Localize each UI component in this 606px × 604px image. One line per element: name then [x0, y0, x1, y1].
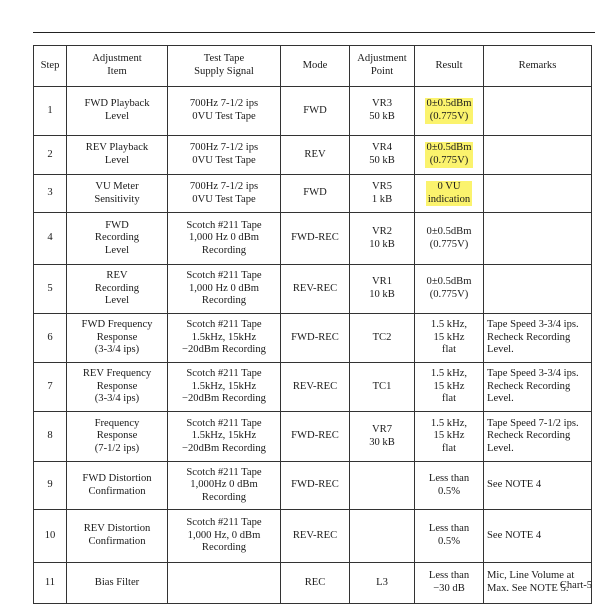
- chart-label: Chart-5: [559, 580, 592, 591]
- step-cell: 11: [34, 563, 67, 604]
- signal-cell: 700Hz 7-1/2 ips 0VU Test Tape: [168, 136, 281, 175]
- table-row: [34, 87, 592, 136]
- header-row: [34, 46, 592, 87]
- signal-cell: Scotch #211 Tape 1,000 Hz 0 dBm Recording: [168, 213, 281, 265]
- point-cell: VR4 50 kB: [350, 136, 415, 175]
- table-row: [34, 462, 592, 510]
- point-cell: [350, 462, 415, 510]
- result-cell: 0±0.5dBm (0.775V): [415, 265, 484, 314]
- mode-cell: REC: [281, 563, 350, 604]
- signal-cell: [168, 563, 281, 604]
- point-cell: VR7 30 kB: [350, 412, 415, 462]
- result-cell: Less than 0.5%: [415, 462, 484, 510]
- signal-cell: Scotch #211 Tape 1,000 Hz 0 dBm Recording: [168, 265, 281, 314]
- header-adjustment-item: Adjustment Item: [67, 46, 168, 87]
- mode-cell: FWD-REC: [281, 314, 350, 363]
- mode-cell: FWD: [281, 175, 350, 213]
- step-cell: 8: [34, 412, 67, 462]
- signal-cell: 700Hz 7-1/2 ips 0VU Test Tape: [168, 175, 281, 213]
- table-row: [34, 136, 592, 175]
- item-cell: REV Distortion Confirmation: [67, 510, 168, 563]
- mode-cell: REV-REC: [281, 363, 350, 412]
- item-cell: FWD Distortion Confirmation: [67, 462, 168, 510]
- step-cell: 9: [34, 462, 67, 510]
- step-cell: 2: [34, 136, 67, 175]
- item-cell: REV Playback Level: [67, 136, 168, 175]
- remarks-cell: Tape Speed 7-1/2 ips. Recheck Recording Level.: [484, 412, 592, 462]
- adjustment-table: [33, 45, 592, 604]
- table-row: [34, 265, 592, 314]
- item-cell: VU Meter Sensitivity: [67, 175, 168, 213]
- remarks-cell: Mic, Line Volume at Max. See NOTE 5.: [484, 563, 592, 604]
- table-row: [34, 412, 592, 462]
- header-test-tape-supply-signal: Test Tape Supply Signal: [168, 46, 281, 87]
- result-cell: 0±0.5dBm (0.775V): [415, 213, 484, 265]
- remarks-cell: [484, 175, 592, 213]
- header-adjustment-point: Adjustment Point: [350, 46, 415, 87]
- remarks-cell: [484, 136, 592, 175]
- header-mode: Mode: [281, 46, 350, 87]
- table-row: [34, 510, 592, 563]
- result-cell: 1.5 kHz, 15 kHz flat: [415, 412, 484, 462]
- mode-cell: REV-REC: [281, 510, 350, 563]
- remarks-cell: See NOTE 4: [484, 510, 592, 563]
- point-cell: VR2 10 kB: [350, 213, 415, 265]
- result-cell: 0±0.5dBm (0.775V): [415, 87, 484, 136]
- point-cell: [350, 510, 415, 563]
- result-cell: 1.5 kHz, 15 kHz flat: [415, 363, 484, 412]
- item-cell: FWD Recording Level: [67, 213, 168, 265]
- point-cell: TC2: [350, 314, 415, 363]
- remarks-cell: [484, 213, 592, 265]
- mode-cell: REV-REC: [281, 265, 350, 314]
- point-cell: L3: [350, 563, 415, 604]
- item-cell: Bias Filter: [67, 563, 168, 604]
- result-cell: Less than −30 dB: [415, 563, 484, 604]
- step-cell: 6: [34, 314, 67, 363]
- step-cell: 7: [34, 363, 67, 412]
- item-cell: REV Frequency Response (3-3/4 ips): [67, 363, 168, 412]
- top-rule: [33, 32, 595, 33]
- item-cell: Frequency Response (7-1/2 ips): [67, 412, 168, 462]
- table-row: [34, 363, 592, 412]
- remarks-cell: See NOTE 4: [484, 462, 592, 510]
- step-cell: 4: [34, 213, 67, 265]
- mode-cell: FWD: [281, 87, 350, 136]
- item-cell: REV Recording Level: [67, 265, 168, 314]
- mode-cell: REV: [281, 136, 350, 175]
- remarks-cell: [484, 265, 592, 314]
- item-cell: FWD Frequency Response (3-3/4 ips): [67, 314, 168, 363]
- point-cell: VR5 1 kB: [350, 175, 415, 213]
- header-result: Result: [415, 46, 484, 87]
- step-cell: 1: [34, 87, 67, 136]
- signal-cell: Scotch #211 Tape 1,000 Hz, 0 dBm Recording: [168, 510, 281, 563]
- table-row: [34, 175, 592, 213]
- result-cell: Less than 0.5%: [415, 510, 484, 563]
- table-row: [34, 314, 592, 363]
- remarks-cell: Tape Speed 3-3/4 ips. Recheck Recording Level.: [484, 314, 592, 363]
- mode-cell: FWD-REC: [281, 462, 350, 510]
- signal-cell: Scotch #211 Tape 1,000Hz 0 dBm Recording: [168, 462, 281, 510]
- signal-cell: 700Hz 7-1/2 ips 0VU Test Tape: [168, 87, 281, 136]
- result-cell: 0 VU indication: [415, 175, 484, 213]
- mode-cell: FWD-REC: [281, 213, 350, 265]
- step-cell: 10: [34, 510, 67, 563]
- table-row: [34, 563, 592, 604]
- item-cell: FWD Playback Level: [67, 87, 168, 136]
- result-cell: 1.5 kHz, 15 kHz flat: [415, 314, 484, 363]
- step-cell: 3: [34, 175, 67, 213]
- result-cell: 0±0.5dBm (0.775V): [415, 136, 484, 175]
- mode-cell: FWD-REC: [281, 412, 350, 462]
- header-remarks: Remarks: [484, 46, 592, 87]
- point-cell: TC1: [350, 363, 415, 412]
- signal-cell: Scotch #211 Tape 1.5kHz, 15kHz −20dBm Recording: [168, 412, 281, 462]
- remarks-cell: Tape Speed 3-3/4 ips. Recheck Recording Level.: [484, 363, 592, 412]
- header-step: Step: [34, 46, 67, 87]
- signal-cell: Scotch #211 Tape 1.5kHz, 15kHz −20dBm Recording: [168, 363, 281, 412]
- point-cell: VR3 50 kB: [350, 87, 415, 136]
- signal-cell: Scotch #211 Tape 1.5kHz, 15kHz −20dBm Recording: [168, 314, 281, 363]
- remarks-cell: [484, 87, 592, 136]
- point-cell: VR1 10 kB: [350, 265, 415, 314]
- step-cell: 5: [34, 265, 67, 314]
- table-row: [34, 213, 592, 265]
